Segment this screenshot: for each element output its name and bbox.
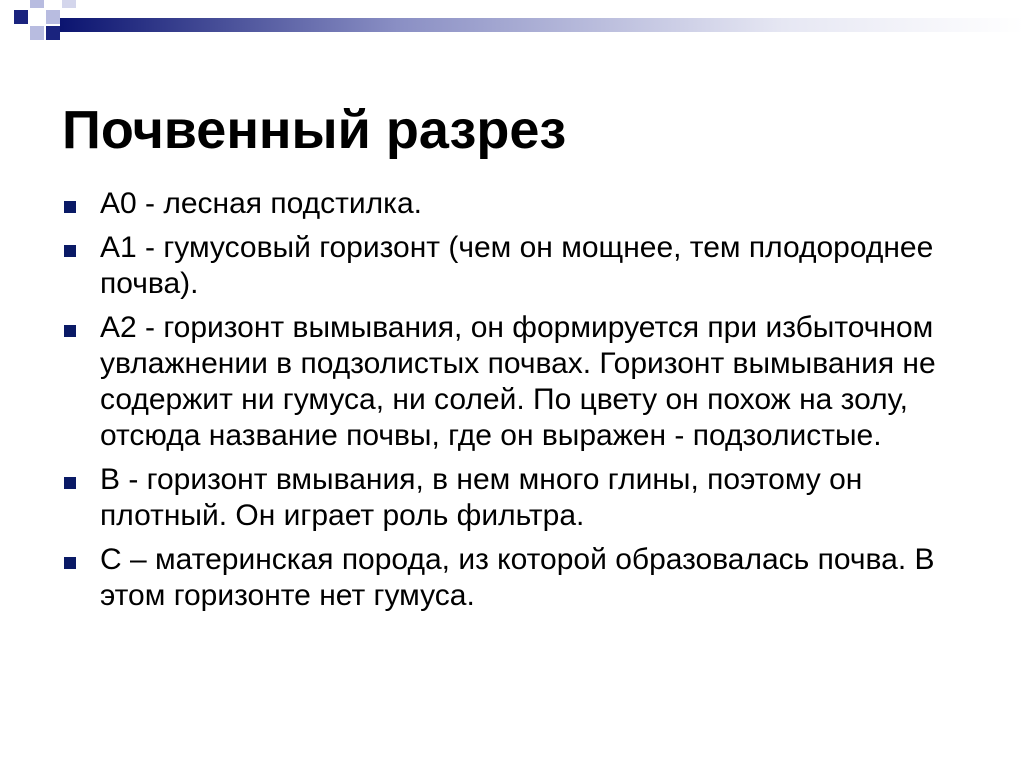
header-square-6 xyxy=(62,0,76,8)
bullet-item-a0 xyxy=(62,186,962,222)
square-bullet-icon xyxy=(64,477,76,489)
bullet-text: А0 - лесная подстилка. xyxy=(100,187,422,220)
bullet-text: С – материнская порода, из которой образовалась почва. В этом горизонте нет гумуса. xyxy=(100,543,935,612)
slide-title: Почвенный разрез xyxy=(62,100,567,160)
bullet-item-a1 xyxy=(62,230,962,302)
square-bullet-icon xyxy=(64,325,76,337)
header-decoration xyxy=(0,0,1024,48)
bullet-item-c xyxy=(62,542,962,614)
bullet-text: В - горизонт вмывания, в нем много глины, поэтому он плотный. Он играет роль фильтра. xyxy=(100,463,863,532)
header-square-3 xyxy=(46,10,60,24)
square-bullet-icon xyxy=(64,245,76,257)
header-square-5 xyxy=(46,26,60,40)
header-square-2 xyxy=(30,0,44,8)
bullet-text: А2 - горизонт вымывания, он формируется при избыточном увлажнении в подзолистых почвах. Горизонт вымывания не содержит ни гумуса, ни солей. По цвету он похож на золу, отсюда название почвы, где он выражен - подзолистые. xyxy=(100,311,936,452)
bullet-list xyxy=(62,186,962,622)
bullet-item-b xyxy=(62,462,962,534)
header-square-4 xyxy=(30,26,44,40)
square-bullet-icon xyxy=(64,201,76,213)
bullet-text: А1 - гумусовый горизонт (чем он мощнее, тем плодороднее почва). xyxy=(100,231,934,300)
header-square-1 xyxy=(14,10,28,24)
header-gradient-bar xyxy=(60,18,1024,32)
square-bullet-icon xyxy=(64,557,76,569)
bullet-item-a2 xyxy=(62,310,962,454)
